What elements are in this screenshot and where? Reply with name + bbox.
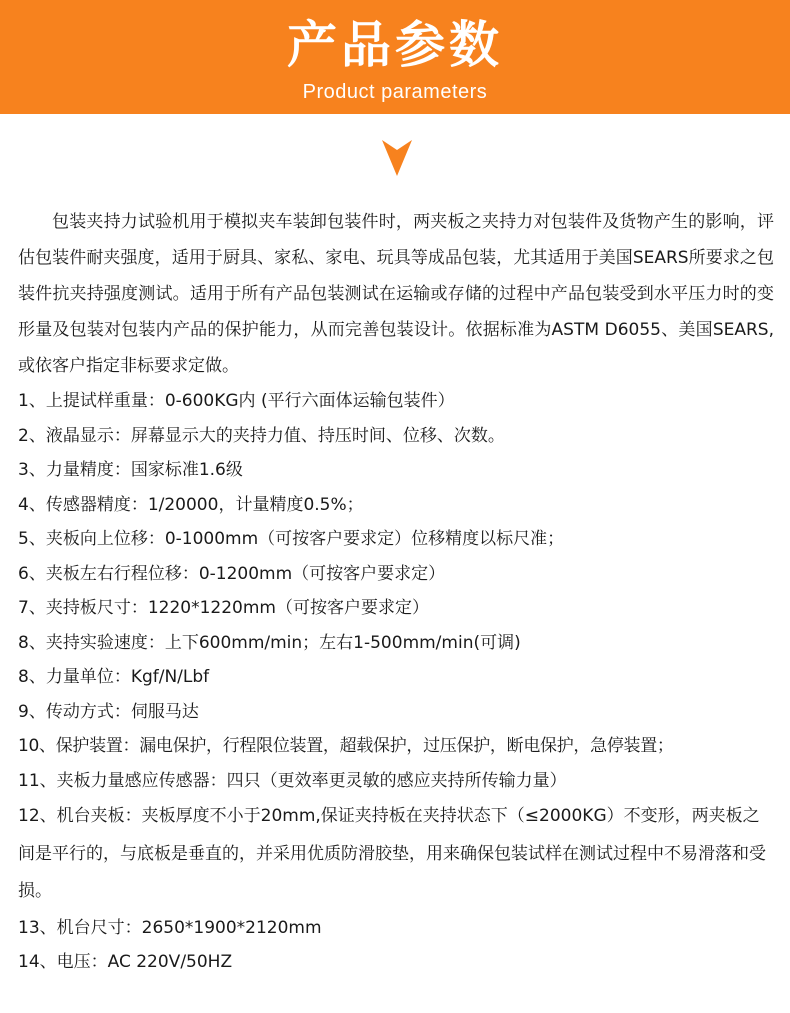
spec-item: 10、保护装置：漏电保护，行程限位装置，超载保护，过压保护，断电保护，急停装置； <box>18 736 674 756</box>
spec-item: 13、机台尺寸：2650*1900*2120mm <box>18 917 322 938</box>
spec-list <box>18 384 774 980</box>
spec-item: 7、夹持板尺寸：1220*1220mm（可按客户要求定） <box>18 598 429 618</box>
content <box>18 204 774 980</box>
spec-item: 11、夹板力量感应传感器：四只（更效率更灵敏的感应夹持所传输力量） <box>18 770 567 791</box>
chevron-down-icon <box>382 140 412 176</box>
spec-item: 6、夹板左右行程位移：0-1200mm（可按客户要求定） <box>18 563 446 584</box>
spec-item: 12、机台夹板：夹板厚度不小于20mm,保证夹持板在夹持状态下（≤2000KG）不变形，两夹板之间是平行的，与底板是垂直的，并采用优质防滑胶垫，用来确保包装试样在测试过程中不易滑落和受损。 <box>18 806 766 901</box>
spec-item: 14、电压：AC 220V/50HZ <box>18 952 233 972</box>
spec-item: 1、上提试样重量：0-600KG内 (平行六面体运输包装件） <box>18 391 455 411</box>
spec-item: 2、液晶显示：屏幕显示大的夹持力值、持压时间、位移、次数。 <box>18 425 505 446</box>
intro-paragraph: 包装夹持力试验机用于模拟夹车装卸包装件时，两夹板之夹持力对包装件及货物产生的影响，评估包装件耐夹强度，适用于厨具、家私、家电、玩具等成品包装，尤其适用于美国SEARS所要求之包装件抗夹持强度测试。适用于所有产品包装测试在运输或存储的过程中产品包装受到水平压力时的变形量及包装对包装内产品的保护能力，从而完善包装设计。依据标准为ASTM D6055、美国SEARS,或依客户指定非标要求定做。 <box>18 212 774 376</box>
spec-item: 8、力量单位：Kgf/N/Lbf <box>18 667 210 687</box>
page-title: 产品参数 <box>287 16 503 74</box>
spec-item: 3、力量精度：国家标准1.6级 <box>18 460 243 480</box>
spec-item: 9、传动方式：伺服马达 <box>18 701 199 722</box>
header-banner <box>0 0 790 114</box>
spec-item: 8、夹持实验速度：上下600mm/min；左右1-500mm/min(可调) <box>18 632 521 653</box>
page-subtitle: Product parameters <box>302 81 488 103</box>
spec-item: 5、夹板向上位移：0-1000mm（可按客户要求定）位移精度以标尺准； <box>18 529 565 549</box>
spec-item: 4、传感器精度：1/20000，计量精度0.5%； <box>18 494 364 515</box>
